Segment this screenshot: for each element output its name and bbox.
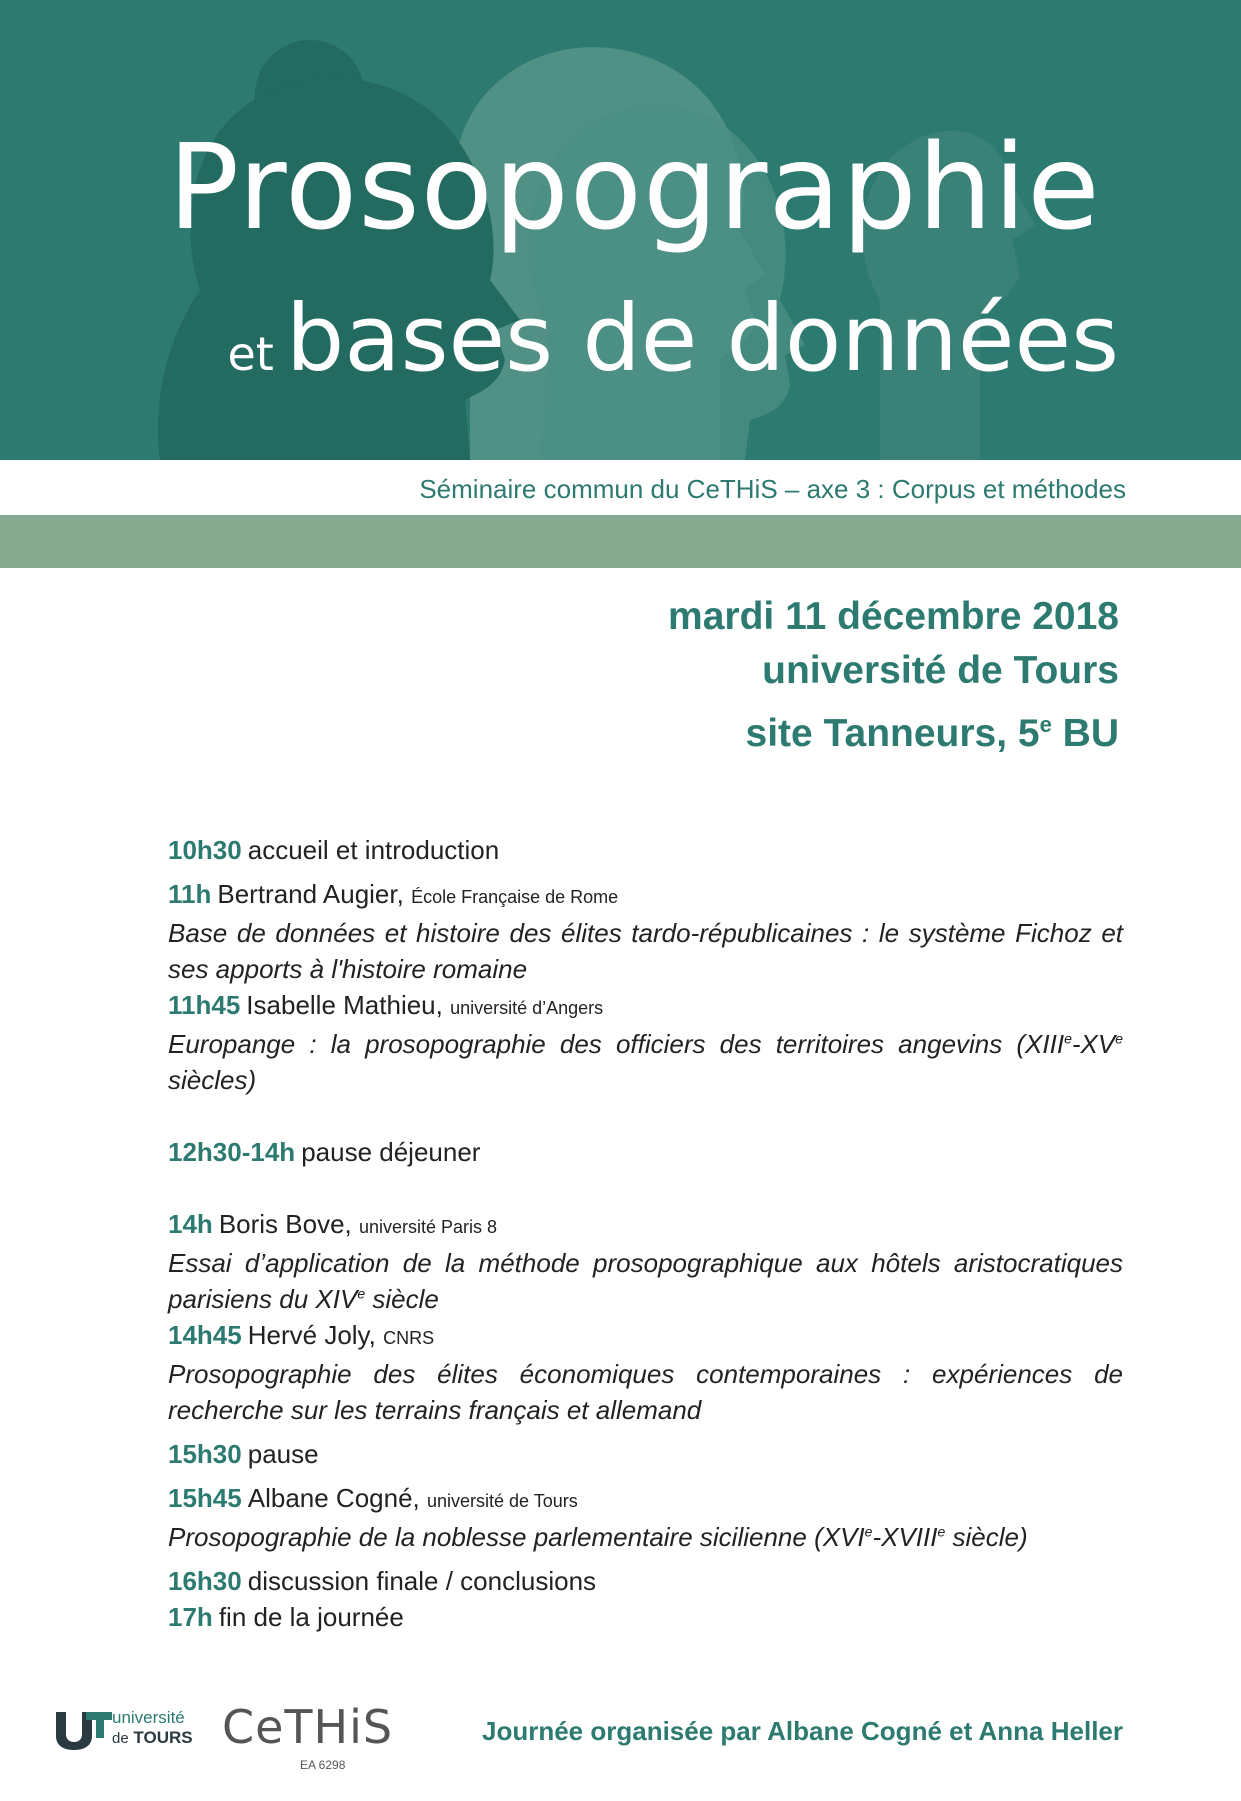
entry-time: 15h45 — [168, 1483, 242, 1513]
event-date: mardi 11 décembre 2018 — [668, 595, 1119, 638]
entry-time: 14h45 — [168, 1320, 242, 1350]
talk-sup: e — [357, 1285, 366, 1302]
speaker-affiliation: École Française de Rome — [411, 887, 619, 907]
entry-time: 16h30 — [168, 1566, 242, 1596]
header-banner — [0, 0, 1241, 460]
entry-text: fin de la journée — [218, 1602, 404, 1632]
speaker-name: Isabelle Mathieu, — [246, 990, 443, 1020]
ut-word-tours — [112, 1728, 193, 1748]
ut-word-tours-text: TOURS — [133, 1728, 193, 1747]
cethis-logo: CeTHiS — [222, 1700, 394, 1754]
event-site-text: site Tanneurs, 5 — [745, 712, 1040, 755]
subtitle-conjunction: et — [227, 327, 274, 381]
event-site-sup: e — [1039, 712, 1052, 737]
talk-sup: e — [864, 1523, 873, 1540]
ut-word-de: de — [112, 1730, 129, 1747]
program-entry — [168, 1317, 1123, 1356]
program-entry — [168, 1134, 1123, 1170]
entry-text: pause — [247, 1439, 319, 1469]
entry-text: accueil et introduction — [247, 835, 500, 865]
ut-word-universite: université — [112, 1708, 185, 1727]
talk-text: -XV — [1071, 1029, 1116, 1059]
entry-time: 15h30 — [168, 1439, 242, 1469]
program-list — [168, 832, 1123, 1635]
cethis-ea-code: EA 6298 — [300, 1758, 346, 1772]
talk-text: siècles) — [168, 1065, 257, 1095]
entry-time: 17h — [168, 1602, 213, 1632]
organisers-line: Journée organisée par Albane Cogné et Anna Heller — [481, 1716, 1123, 1746]
entry-time: 14h — [168, 1209, 213, 1239]
talk-sup: e — [1115, 1030, 1123, 1047]
talk-title — [168, 1519, 1123, 1555]
talk-sup: e — [1064, 1030, 1072, 1047]
speaker-name: Albane Cogné, — [247, 1483, 420, 1513]
event-university: université de Tours — [762, 649, 1119, 692]
talk-sup: e — [937, 1523, 946, 1540]
poster-title: Prosopographie — [168, 118, 1101, 256]
speaker-name: Hervé Joly, — [247, 1320, 376, 1350]
ut-monogram-icon — [52, 1708, 114, 1750]
speaker-affiliation: université d’Angers — [450, 998, 604, 1018]
talk-text: siècle — [365, 1284, 439, 1314]
speaker-name: Bertrand Augier, — [217, 879, 404, 909]
speaker-affiliation: CNRS — [383, 1328, 435, 1348]
decorative-band — [0, 515, 1241, 568]
poster-subtitle — [227, 285, 1119, 392]
program-entry — [168, 987, 1123, 1026]
subtitle-main: bases de données — [285, 285, 1119, 392]
speaker-affiliation: université Paris 8 — [359, 1217, 498, 1237]
program-entry — [168, 876, 1123, 915]
seminar-line: Séminaire commun du CeTHiS – axe 3 : Corpus et méthodes — [419, 474, 1126, 504]
entry-time: 11h — [168, 879, 212, 909]
talk-text: Europange : la prosopographie des officiers des territoires angevins (XIII — [168, 1029, 1065, 1059]
program-entry — [168, 1480, 1123, 1519]
talk-title: Prosopographie des élites économiques contemporaines : expériences de recherche sur les terrains français et allemand — [168, 1359, 1123, 1425]
entry-text: discussion finale / conclusions — [247, 1566, 597, 1596]
program-entry — [168, 832, 1123, 868]
entry-time: 12h30-14h — [168, 1137, 296, 1167]
talk-text: Prosopographie de la noblesse parlementaire sicilienne (XVI — [168, 1522, 865, 1552]
speaker-affiliation: université de Tours — [427, 1491, 578, 1511]
event-site — [668, 698, 1119, 761]
talk-text: -XVIII — [872, 1522, 938, 1552]
program-entry — [168, 1563, 1123, 1599]
program-entry — [168, 1599, 1123, 1635]
event-info — [668, 590, 1119, 761]
entry-text: pause déjeuner — [301, 1137, 481, 1167]
program-entry — [168, 1436, 1123, 1472]
program-entry — [168, 1206, 1123, 1245]
talk-title — [168, 1245, 1123, 1317]
talk-title: Base de données et histoire des élites tardo-républicaines : le système Fichoz et ses apports à l'histoire romaine — [168, 918, 1123, 984]
talk-text: Essai d’application de la méthode prosopographique aux hôtels aristocratiques parisiens du XIV — [168, 1248, 1123, 1314]
talk-title — [168, 1026, 1123, 1098]
entry-time: 11h45 — [168, 990, 241, 1020]
speaker-name: Boris Bove, — [218, 1209, 352, 1239]
entry-time: 10h30 — [168, 835, 242, 865]
talk-text: siècle) — [945, 1522, 1028, 1552]
event-site-suffix: BU — [1051, 712, 1119, 755]
universite-tours-logo — [52, 1708, 212, 1758]
